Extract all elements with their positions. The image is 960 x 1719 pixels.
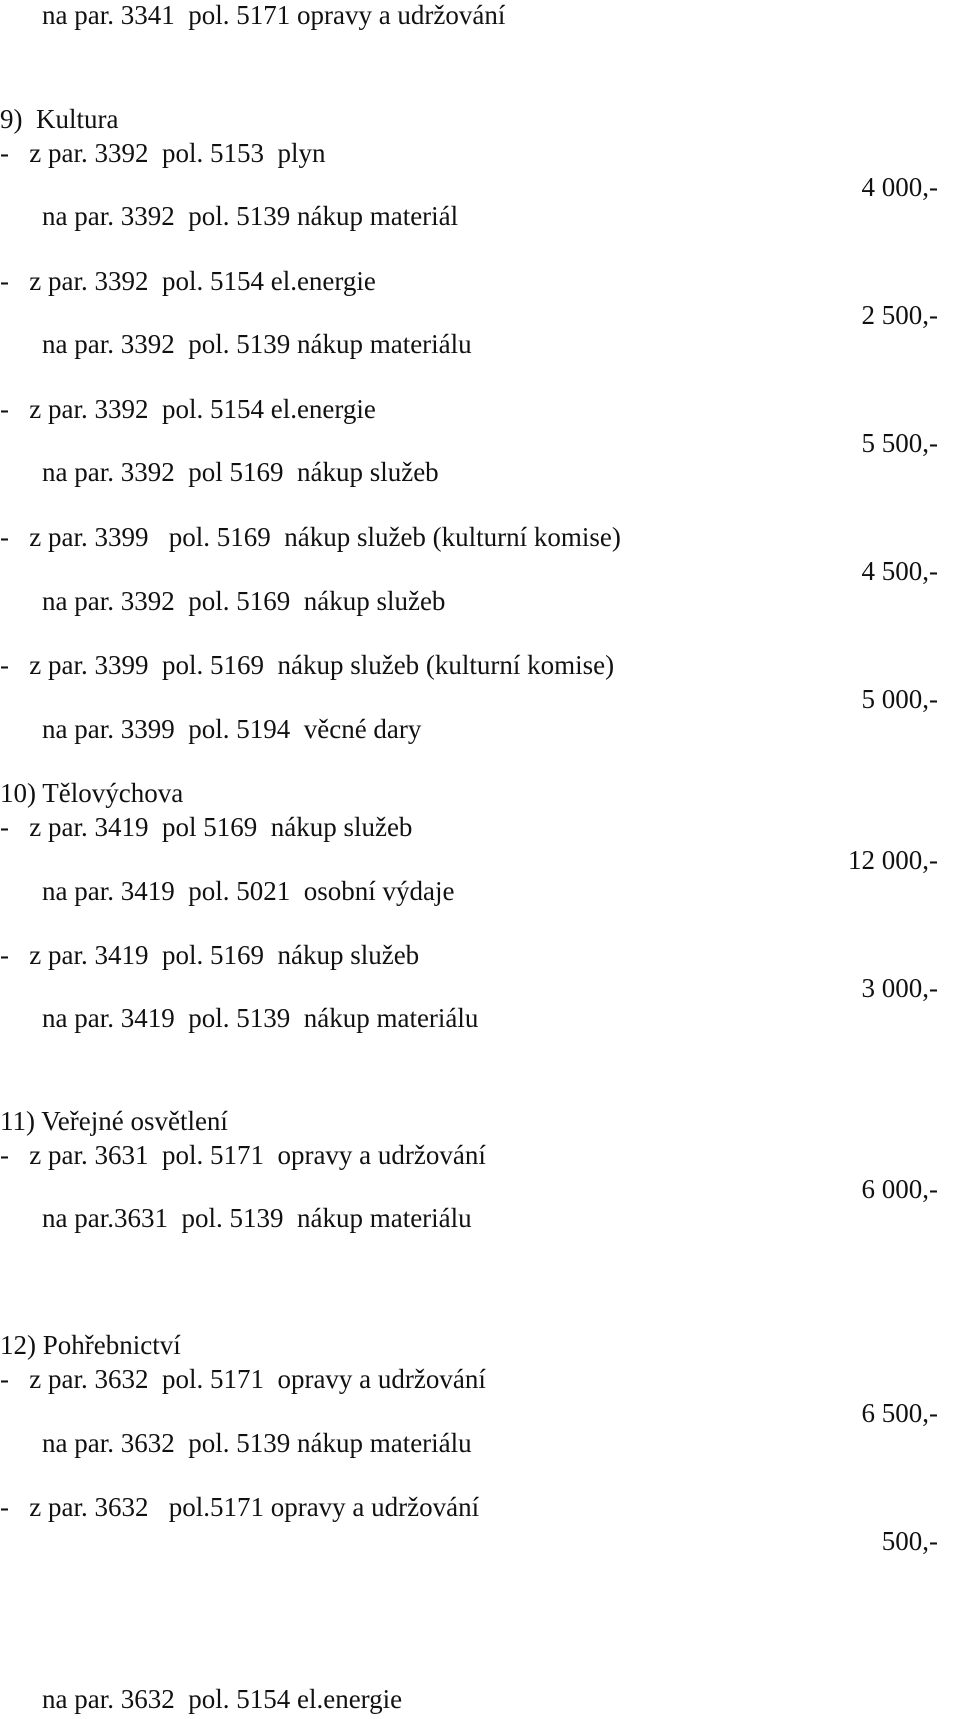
transfer-amount: 6 500,- [861, 1398, 938, 1428]
transfer-amount: 4 500,- [861, 556, 938, 586]
transfer-from: - z par. 3399 pol. 5169 nákup služeb (kulturní komise) [0, 522, 621, 552]
transfer-to: na par. 3632 pol. 5154 el.energie [42, 1684, 403, 1714]
transfer-to: na par. 3392 pol. 5169 nákup služeb [42, 586, 446, 616]
transfer-to: na par. 3419 pol. 5139 nákup materiálu [42, 1003, 479, 1033]
transfer-amount: 2 500,- [861, 300, 938, 330]
section-heading-telovychova: 10) Tělovýchova [0, 778, 184, 808]
transfer-amount: 5 000,- [861, 684, 938, 714]
transfer-from: - z par. 3399 pol. 5169 nákup služeb (kulturní komise) [0, 650, 615, 680]
transfer-from: - z par. 3419 pol. 5169 nákup služeb [0, 940, 420, 970]
transfer-from: - z par. 3392 pol. 5154 el.energie [0, 266, 376, 296]
transfer-to: na par. 3392 pol. 5139 nákup materiál [42, 201, 459, 231]
transfer-to: na par. 3392 pol 5169 nákup služeb [42, 457, 439, 487]
top-line: na par. 3341 pol. 5171 opravy a udržování [42, 0, 506, 30]
transfer-from: - z par. 3392 pol. 5153 plyn [0, 138, 326, 168]
transfer-to: na par. 3392 pol. 5139 nákup materiálu [42, 329, 472, 359]
transfer-from: - z par. 3419 pol 5169 nákup služeb [0, 812, 413, 842]
section-heading-pohrebnictvi: 12) Pohřebnictví [0, 1330, 181, 1360]
transfer-from: - z par. 3392 pol. 5154 el.energie [0, 394, 376, 424]
transfer-amount: 6 000,- [861, 1174, 938, 1204]
transfer-amount: 4 000,- [861, 172, 938, 202]
transfer-amount: 3 000,- [861, 973, 938, 1003]
transfer-amount: 12 000,- [848, 845, 938, 875]
transfer-from: - z par. 3631 pol. 5171 opravy a udržování [0, 1140, 486, 1170]
transfer-from: - z par. 3632 pol. 5171 opravy a udržování [0, 1364, 486, 1394]
transfer-to: na par. 3399 pol. 5194 věcné dary [42, 714, 422, 744]
transfer-from: - z par. 3632 pol.5171 opravy a udržování [0, 1492, 480, 1522]
transfer-to: na par. 3632 pol. 5139 nákup materiálu [42, 1428, 472, 1458]
section-heading-kultura: 9) Kultura [0, 104, 119, 134]
section-heading-verejne-osvetleni: 11) Veřejné osvětlení [0, 1106, 228, 1136]
transfer-to: na par. 3419 pol. 5021 osobní výdaje [42, 876, 455, 906]
transfer-amount: 500,- [881, 1526, 938, 1556]
transfer-to: na par.3631 pol. 5139 nákup materiálu [42, 1203, 472, 1233]
transfer-amount: 5 500,- [861, 428, 938, 458]
